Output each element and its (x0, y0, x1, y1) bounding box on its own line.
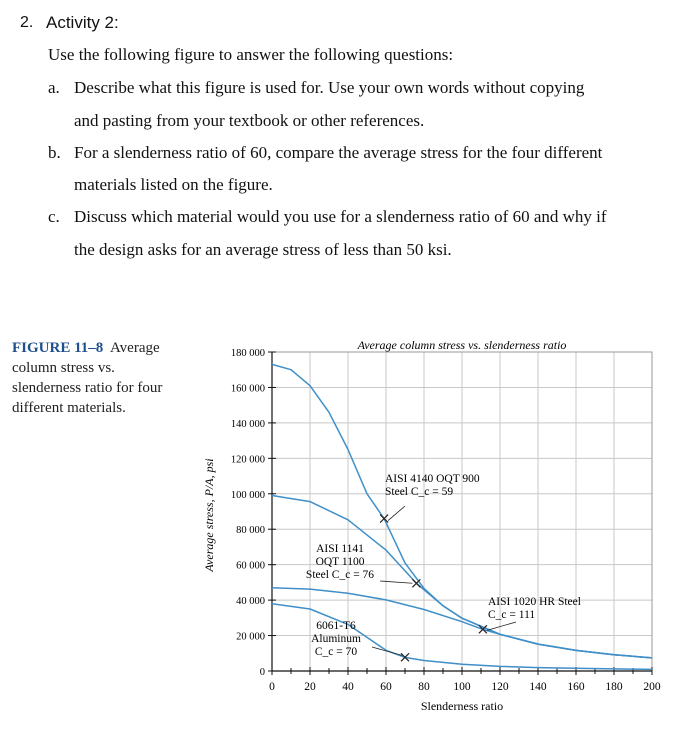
y-tick-label-160000: 160 000 (230, 383, 265, 395)
question-c-line-2: the design asks for an average stress of less than 50 ksi. (74, 240, 452, 259)
question-b-line-1: For a slenderness ratio of 60, compare the average stress for the four different (74, 143, 603, 162)
x-tick-label-80: 80 (418, 681, 430, 693)
series-label-al-6061-2: C_c = 70 (314, 646, 358, 658)
y-tick-label-60000: 60 000 (236, 560, 265, 572)
leader-line-al-6061 (372, 647, 402, 655)
x-tick-label-140: 140 (529, 681, 547, 693)
series-label-aisi-1141-2: Steel C_c = 76 (305, 569, 375, 581)
x-tick-label-100: 100 (453, 681, 471, 693)
y-tick-label-40000: 40 000 (236, 596, 265, 608)
x-tick-label-20: 20 (304, 681, 316, 693)
chart-title: Average column stress vs. slenderness ratio (357, 338, 567, 352)
chart-tick-labels (231, 348, 661, 693)
question-c-line-1: Discuss which material would you use for a slenderness ratio of 60 and why if (74, 207, 607, 226)
activity-number: 2. (20, 14, 34, 31)
figure-caption-line-2: column stress vs. (12, 360, 115, 376)
series-label-aisi-1141-0: AISI 1141 (316, 543, 364, 555)
x-tick-label-120: 120 (491, 681, 509, 693)
stress-chart (0, 330, 682, 730)
series-label-aisi-1141-1: OQT 1100 (315, 556, 365, 568)
y-tick-label-0: 0 (259, 667, 265, 678)
y-tick-label-120000: 120 000 (230, 454, 265, 466)
y-tick-label-180000: 180 000 (230, 348, 265, 359)
x-tick-label-0: 0 (269, 681, 275, 693)
question-a-marker: a. (48, 78, 60, 97)
question-b-line-2: materials listed on the figure. (74, 175, 273, 194)
x-axis-label: Slenderness ratio (420, 699, 504, 713)
leader-line-aisi-4140 (388, 506, 405, 521)
figure-caption-line-4: different materials. (12, 400, 126, 416)
figure-caption-label: FIGURE 11–8 (12, 340, 104, 356)
question-c-marker: c. (48, 207, 60, 226)
question-a-line-1: Describe what this figure is used for. Use your own words without copying (74, 78, 585, 97)
leader-line-aisi-1020 (487, 622, 516, 630)
activity-title: Activity 2: (46, 13, 119, 32)
x-tick-label-40: 40 (342, 681, 354, 693)
chart-annotations (306, 473, 581, 658)
question-b-marker: b. (48, 143, 61, 162)
x-tick-label-60: 60 (380, 681, 392, 693)
series-label-aisi-4140-0: AISI 4140 OQT 900 (385, 473, 480, 485)
figure-caption-line-3: slenderness ratio for four (12, 380, 163, 396)
x-tick-label-200: 200 (643, 681, 661, 693)
y-tick-label-20000: 20 000 (236, 631, 265, 643)
figure-caption-lead: Average (109, 340, 160, 356)
series-label-aisi-1020-0: AISI 1020 HR Steel (488, 596, 581, 608)
y-tick-label-140000: 140 000 (230, 418, 265, 430)
series-label-aisi-1020-1: C_c = 111 (488, 609, 536, 621)
x-tick-label-180: 180 (605, 681, 623, 693)
series-label-al-6061-0: 6061-T6 (316, 620, 356, 632)
series-label-aisi-4140-1: Steel C_c = 59 (385, 486, 454, 498)
series-label-al-6061-1: Aluminum (311, 633, 361, 645)
x-tick-label-160: 160 (567, 681, 585, 693)
question-a-line-2: and pasting from your textbook or other references. (74, 111, 425, 130)
y-tick-label-100000: 100 000 (230, 489, 265, 501)
y-tick-label-80000: 80 000 (236, 525, 265, 537)
leader-line-aisi-1141 (380, 581, 412, 583)
activity-intro: Use the following figure to answer the following questions: (48, 45, 454, 64)
y-axis-label: Average stress, P/A, psi (202, 458, 216, 572)
